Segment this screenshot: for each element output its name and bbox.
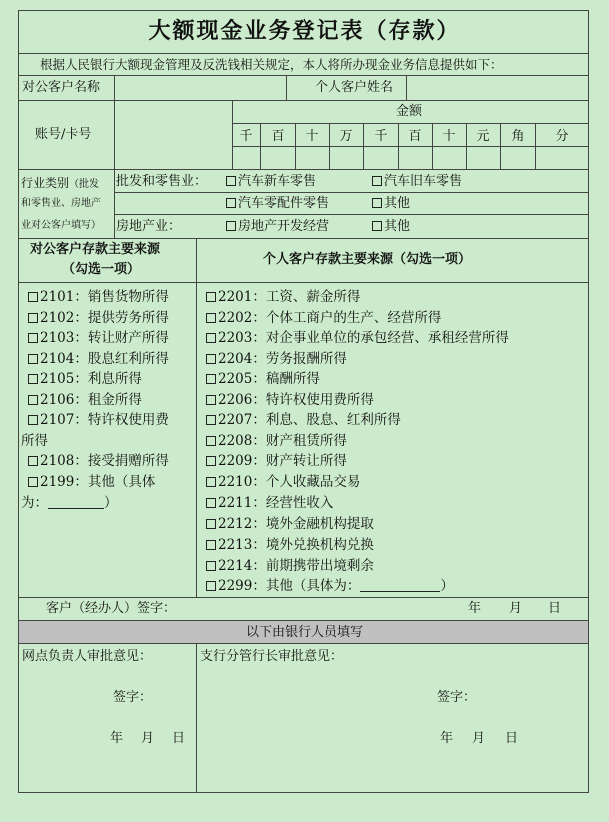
personal-other-input[interactable] xyxy=(360,579,440,592)
corp-item-2105[interactable]: 2105：利息所得 xyxy=(28,369,142,390)
digit-qian-1: 千 xyxy=(239,129,253,144)
subbranch-date-day: 日 xyxy=(505,731,519,746)
personal-item-2205[interactable]: 2205：稿酬所得 xyxy=(206,369,320,390)
option-used-car[interactable]: 汽车旧车零售 xyxy=(372,174,462,190)
corp-item-2102[interactable]: 2102：提供劳务所得 xyxy=(28,308,169,329)
checkbox-icon[interactable] xyxy=(28,456,38,466)
option-realestate-dev[interactable]: 房地产开发经营 xyxy=(226,219,329,235)
corp-item-2107[interactable]: 2107：特许权使用费 xyxy=(28,410,169,431)
branch-date-year: 年 xyxy=(110,731,124,746)
checkbox-icon[interactable] xyxy=(226,176,236,186)
corp-item-2101[interactable]: 2101：销售货物所得 xyxy=(28,287,169,308)
option-wholesale-other[interactable]: 其他 xyxy=(372,196,410,212)
digit-fen: 分 xyxy=(555,129,569,144)
bank-section-header: 以下由银行人员填写 xyxy=(245,625,363,640)
corp-other-input[interactable] xyxy=(48,496,104,509)
personal-item-2211[interactable]: 2211：经营性收入 xyxy=(206,493,333,514)
checkbox-icon[interactable] xyxy=(28,477,38,487)
realestate-label: 房地产业： xyxy=(116,219,182,234)
account-field[interactable] xyxy=(115,101,231,168)
checkbox-icon[interactable] xyxy=(372,198,382,208)
checkbox-icon[interactable] xyxy=(226,221,236,231)
checkbox-icon[interactable] xyxy=(28,333,38,343)
checkbox-icon[interactable] xyxy=(206,354,216,364)
personal-item-2214[interactable]: 2214：前期携带出境剩余 xyxy=(206,556,374,577)
wholesale-label: 批发和零售业： xyxy=(116,174,208,189)
checkbox-icon[interactable] xyxy=(206,540,216,550)
checkbox-icon[interactable] xyxy=(206,313,216,323)
personal-item-2201[interactable]: 2201：工资、薪金所得 xyxy=(206,287,360,308)
branch-sign-label: 签字： xyxy=(113,690,153,705)
subbranch-sign-label: 签字： xyxy=(437,690,477,705)
digit-shi-2: 十 xyxy=(442,129,456,144)
account-label: 账号/卡号 xyxy=(35,127,92,142)
checkbox-icon[interactable] xyxy=(28,395,38,405)
checkbox-icon[interactable] xyxy=(28,313,38,323)
customer-date-day: 日 xyxy=(548,601,562,616)
checkbox-icon[interactable] xyxy=(28,374,38,384)
personal-name-label: 个人客户姓名 xyxy=(315,80,394,95)
form-title: 大额现金业务登记表（存款） xyxy=(148,18,461,44)
customer-date-month: 月 xyxy=(509,601,523,616)
personal-item-2207[interactable]: 2207：利息、股息、红利所得 xyxy=(206,410,401,431)
digit-yuan: 元 xyxy=(476,129,490,144)
corp-item-2104[interactable]: 2104：股息红利所得 xyxy=(28,349,169,370)
personal-item-2204[interactable]: 2204：劳务报酬所得 xyxy=(206,349,347,370)
branch-date-month: 月 xyxy=(141,731,155,746)
personal-item-2208[interactable]: 2208：财产租赁所得 xyxy=(206,431,347,452)
personal-item-2210[interactable]: 2210：个人收藏品交易 xyxy=(206,472,360,493)
digit-bai-2: 百 xyxy=(408,129,422,144)
branch-date-day: 日 xyxy=(172,731,186,746)
digit-qian-2: 千 xyxy=(374,129,388,144)
checkbox-icon[interactable] xyxy=(226,198,236,208)
digit-wan: 万 xyxy=(339,129,353,144)
checkbox-icon[interactable] xyxy=(206,374,216,384)
checkbox-icon[interactable] xyxy=(206,456,216,466)
subbranch-date-year: 年 xyxy=(440,731,454,746)
checkbox-icon[interactable] xyxy=(28,354,38,364)
industry-note-3: 业对公客户填写） xyxy=(21,220,101,231)
corp-item-2199-cont[interactable]: 为： ） xyxy=(21,495,118,511)
amount-label: 金额 xyxy=(396,104,423,119)
corp-item-2106[interactable]: 2106：租金所得 xyxy=(28,390,142,411)
checkbox-icon[interactable] xyxy=(206,477,216,487)
checkbox-icon[interactable] xyxy=(206,292,216,302)
digit-bai-1: 百 xyxy=(271,129,285,144)
checkbox-icon[interactable] xyxy=(206,498,216,508)
corp-name-field[interactable] xyxy=(115,76,285,99)
personal-item-2213[interactable]: 2213：境外兑换机构兑换 xyxy=(206,535,374,556)
option-realestate-other[interactable]: 其他 xyxy=(372,219,410,235)
corp-item-2108[interactable]: 2108：接受捐赠所得 xyxy=(28,451,169,472)
checkbox-icon[interactable] xyxy=(206,415,216,425)
corp-item-2103[interactable]: 2103：转让财产所得 xyxy=(28,328,169,349)
checkbox-icon[interactable] xyxy=(206,581,216,591)
branch-opinion-field[interactable] xyxy=(20,668,194,688)
branch-opinion-label: 网点负责人审批意见： xyxy=(22,649,153,664)
digit-shi-1: 十 xyxy=(305,129,319,144)
corp-item-2199[interactable]: 2199：其他（具体 xyxy=(28,472,155,493)
checkbox-icon[interactable] xyxy=(206,561,216,571)
checkbox-icon[interactable] xyxy=(28,415,38,425)
checkbox-icon[interactable] xyxy=(206,519,216,529)
option-car-parts[interactable]: 汽车零配件零售 xyxy=(226,196,329,212)
personal-item-2203[interactable]: 2203：对企事业单位的承包经营、承租经营所得 xyxy=(206,328,509,349)
industry-note-2: 和零售业、房地产 xyxy=(21,198,101,209)
customer-sign-field[interactable] xyxy=(200,599,450,619)
corp-item-2107-cont: 所得 xyxy=(21,432,48,449)
corp-name-label: 对公客户名称 xyxy=(22,80,101,95)
subbranch-opinion-label: 支行分管行长审批意见： xyxy=(200,649,344,664)
checkbox-icon[interactable] xyxy=(372,176,382,186)
corp-source-header: 对公客户存款主要来源 xyxy=(30,242,161,257)
personal-item-2209[interactable]: 2209：财产转让所得 xyxy=(206,451,347,472)
checkbox-icon[interactable] xyxy=(372,221,382,231)
personal-name-field[interactable] xyxy=(407,76,587,99)
industry-label: 行业类别（批发 xyxy=(21,176,100,190)
personal-item-2299[interactable]: 2299：其他（具体为： ） xyxy=(206,576,454,597)
subbranch-opinion-field[interactable] xyxy=(198,668,586,688)
subbranch-date-month: 月 xyxy=(472,731,486,746)
personal-item-2206[interactable]: 2206：特许权使用费所得 xyxy=(206,390,374,411)
option-new-car[interactable]: 汽车新车零售 xyxy=(226,174,316,190)
checkbox-icon[interactable] xyxy=(206,395,216,405)
customer-date-year: 年 xyxy=(468,601,482,616)
personal-source-header: 个人客户存款主要来源（勾选一项） xyxy=(263,252,472,267)
customer-sign-label: 客户（经办人）签字： xyxy=(46,601,177,616)
digit-jiao: 角 xyxy=(511,129,525,144)
checkbox-icon[interactable] xyxy=(206,333,216,343)
declaration-text: 根据人民银行大额现金管理及反洗钱相关规定，本人将所办现金业务信息提供如下： xyxy=(40,57,503,72)
checkbox-icon[interactable] xyxy=(206,436,216,446)
checkbox-icon[interactable] xyxy=(28,292,38,302)
corp-source-header-note: （勾选一项） xyxy=(62,262,141,277)
personal-item-2212[interactable]: 2212：境外金融机构提取 xyxy=(206,514,374,535)
personal-item-2202[interactable]: 2202：个体工商户的生产、经营所得 xyxy=(206,308,441,329)
